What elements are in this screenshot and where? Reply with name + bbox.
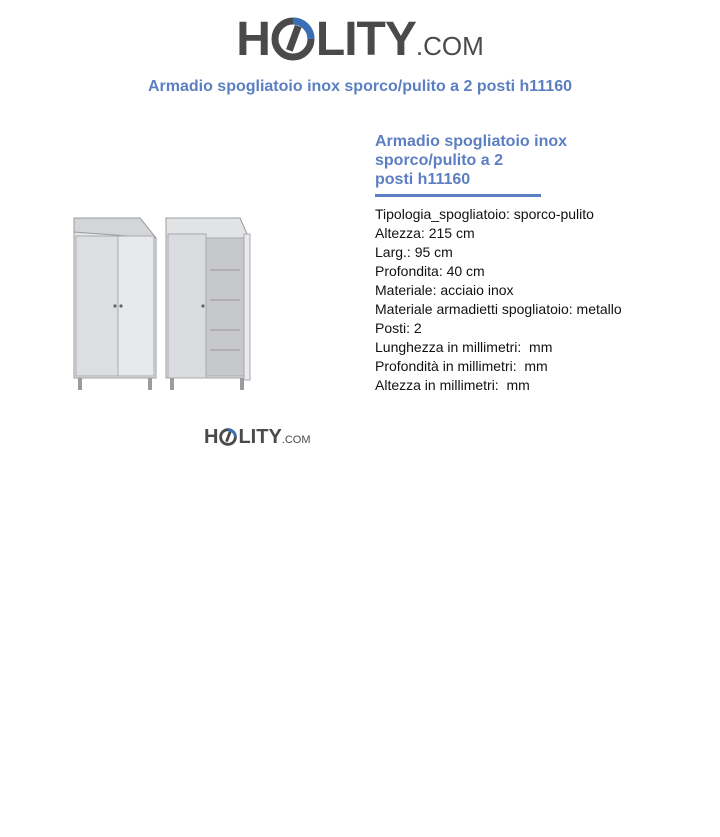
- logo-small-suffix: .COM: [281, 434, 311, 446]
- product-specs: [375, 205, 622, 395]
- page-title: Armadio spogliatoio inox sporco/pulito a 2 posti h11160: [147, 78, 573, 95]
- spec-row: Tipologia_spogliatoio: sporco-pulito: [375, 206, 594, 222]
- product-image: [70, 210, 260, 405]
- product-title-line: sporco/pulito a 2: [375, 152, 504, 169]
- spec-row: Profondita: 40 cm: [375, 263, 485, 279]
- title-underline: [375, 194, 541, 197]
- spec-row: Lunghezza in millimetri: mm: [375, 339, 553, 355]
- spec-row: Posti: 2: [375, 320, 422, 336]
- product-title-line: Armadio spogliatoio inox: [375, 133, 568, 150]
- spec-row: Larg.: 95 cm: [375, 244, 453, 260]
- logo-letters-lity: LITY: [315, 13, 416, 66]
- spec-row: Altezza in millimetri: mm: [375, 377, 530, 393]
- spec-row: Materiale: acciaio inox: [375, 282, 514, 298]
- logo-small-letter-h: H: [204, 426, 219, 448]
- logo-small-o-icon: [219, 428, 237, 446]
- holity-logo[interactable]: [0, 10, 720, 70]
- spec-row: Altezza: 215 cm: [375, 225, 475, 241]
- logo-suffix: .COM: [415, 31, 484, 61]
- logo-letter-h: H: [236, 13, 270, 66]
- spec-row: Materiale armadietti spogliatoio: metallo: [375, 301, 622, 317]
- holity-logo-small: [204, 425, 311, 449]
- logo-small-letters-lity: LITY: [238, 426, 282, 448]
- logo-o-icon: [271, 17, 315, 61]
- product-title: [375, 132, 605, 189]
- spec-row: Profondità in millimetri: mm: [375, 358, 548, 374]
- product-title-line: posti h11160: [375, 171, 471, 188]
